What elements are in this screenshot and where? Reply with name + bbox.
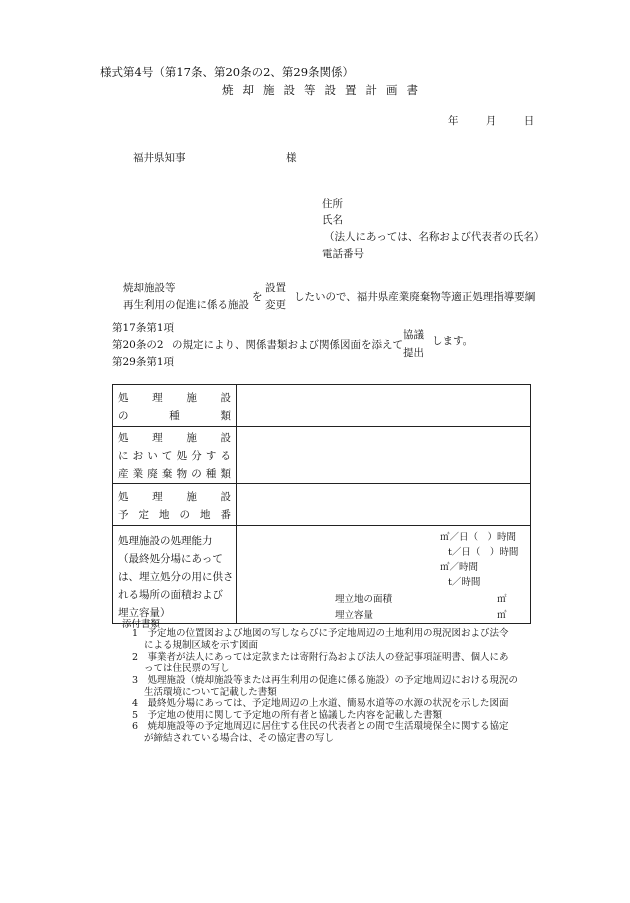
purpose-text: したいので、福井県産業廃棄物等適正処理指導要綱: [294, 291, 536, 303]
capacity-label: [113, 526, 237, 624]
applicant-name-note: （法人にあっては、名称および代表者の氏名）: [324, 231, 545, 243]
attachments-heading: 添付書類: [122, 619, 161, 630]
article-3: 第29条第1項: [112, 356, 175, 368]
action-change: 変更: [265, 299, 286, 311]
attachment-line: っては住民票の写し: [144, 663, 230, 674]
unit-line: ㎥／時間: [440, 562, 479, 573]
article-2: 第20条の2: [112, 339, 164, 351]
label-line: 産業廃棄物の種類: [118, 468, 231, 480]
label-line: れる場所の面積および: [118, 589, 223, 601]
date-month: 月: [485, 115, 497, 127]
row-label: [113, 385, 237, 427]
unit-line: ㎥／日（ ）時間: [440, 532, 517, 543]
attachment-line: 5 予定地の使用に関して予定地の所有者と協議した内容を記載した書類: [132, 710, 443, 721]
unit-line: t／時間: [448, 577, 481, 588]
table-row: [113, 385, 531, 427]
unit-line: t／日（ ）時間: [448, 547, 519, 558]
label-line: 処 理 施 設: [118, 392, 231, 404]
capacity-units: [440, 530, 518, 590]
volume-label: 埋立容量: [335, 610, 374, 621]
row-label: [113, 427, 237, 484]
page-title: 焼却施設等設置計画書: [222, 83, 427, 97]
applicant-phone-label: 電話番号: [322, 248, 364, 260]
label-line: において処分する: [118, 450, 231, 462]
attachment-line: 4 最終処分場にあっては、予定地周辺の上水道、簡易水道等の水源の状況を示した図面: [132, 698, 509, 709]
addressee-honorific: 様: [286, 152, 297, 164]
volume-unit: ㎥: [497, 610, 507, 621]
area-unit: ㎡: [497, 594, 507, 605]
row-value-field[interactable]: [237, 427, 531, 484]
facility-table: [112, 384, 531, 624]
label-line: （最終処分場にあって: [118, 553, 223, 565]
row-value-field[interactable]: [237, 484, 531, 526]
label-line: は、埋立処分の用に供さ: [118, 571, 234, 583]
verb-consult: 協議: [403, 329, 424, 341]
row-label: [113, 484, 237, 526]
attachment-line: 2 事業者が法人にあっては定款または寄附行為および法人の登記事項証明書、個人にあ: [132, 652, 509, 663]
label-line: 予 定 地 の 地 番: [118, 509, 231, 521]
capacity-row: [113, 526, 531, 624]
form-id: 様式第4号（第17条、第20条の2、第29条関係）: [100, 65, 355, 79]
date-line: [424, 113, 534, 128]
label-line: 処 理 施 設: [118, 432, 231, 444]
label-line: 処理施設の処理能力: [118, 535, 213, 547]
label-line: の 種 類: [118, 410, 231, 422]
attachment-line: 3 処理施設（焼却施設等または再生利用の促進に係る施設）の予定地周辺における現況の: [132, 675, 519, 686]
date-day: 日: [523, 115, 535, 127]
subject-line-2: 再生利用の促進に係る施設: [123, 299, 249, 311]
addressee-name: 福井県知事: [133, 152, 186, 164]
applicant-address-label: 住所: [322, 198, 343, 210]
attachment-line: 生活環境について記載した書類: [144, 687, 277, 698]
action-install: 設置: [265, 282, 286, 294]
table-row: [113, 484, 531, 526]
label-line: 処 理 施 設: [118, 491, 231, 503]
capacity-value[interactable]: [237, 526, 531, 624]
verb-submit: 提出: [403, 347, 424, 359]
attachment-line: が締結されている場合は、その協定書の写し: [144, 733, 335, 744]
label-line: 埋立容量）: [118, 607, 171, 619]
article-tail: の規定により、関係書類および関係図面を添えて: [172, 339, 403, 351]
table-row: [113, 427, 531, 484]
date-year: 年: [448, 115, 459, 127]
attachment-line: 1 予定地の位置図および地図の写しならびに予定地周辺の土地利用の現況図および法令: [132, 628, 509, 639]
attachment-line: 6 焼却施設等の予定地周辺に居住する住民の代表者との間で生活環境保全に関する協定: [132, 721, 509, 732]
subject-line-1: 焼却施設等: [123, 282, 176, 294]
row-value-field[interactable]: [237, 385, 531, 427]
applicant-name-label: 氏名: [322, 214, 343, 226]
attachment-line: による規制区域を示す図面: [144, 640, 259, 651]
particle-o: を: [252, 291, 263, 303]
area-label: 埋立地の面積: [335, 594, 393, 605]
ending: します。: [432, 335, 474, 347]
article-1: 第17条第1項: [112, 322, 175, 334]
